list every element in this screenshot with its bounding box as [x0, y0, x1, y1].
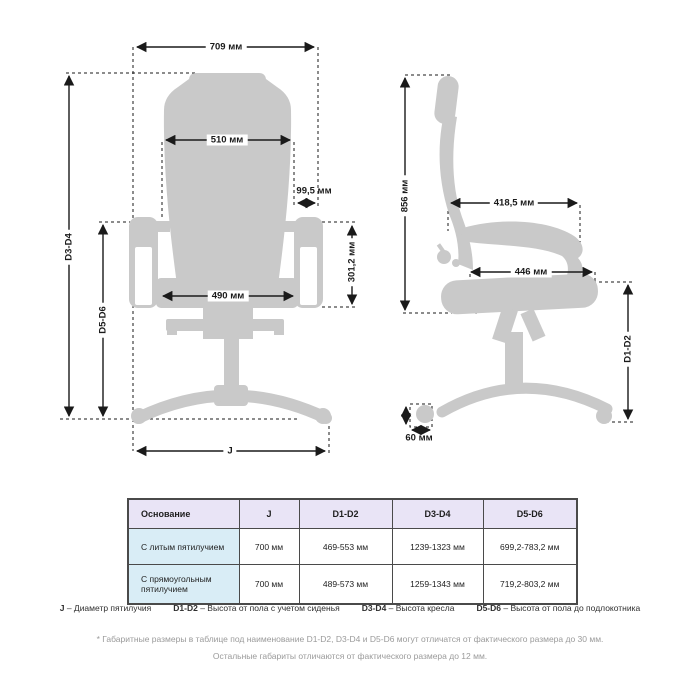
legend-item-j: J – Диаметр пятилучия	[59, 603, 152, 613]
legend-item-d1d2: D1-D2 – Высота от пола с учетом сиденья	[173, 603, 340, 613]
col-header-j: J	[239, 499, 299, 529]
col-header-d1d2: D1-D2	[299, 499, 392, 529]
front-base-arc	[138, 396, 326, 419]
side-wheel-left	[416, 405, 434, 423]
side-base-arc	[442, 388, 607, 412]
front-gas-lift	[224, 337, 239, 388]
front-armrest-right-tab	[282, 221, 298, 232]
dim-base-diameter-label: J	[223, 446, 236, 457]
footnote-line-1: * Габаритные размеры в таблице под наименование D1-D2, D3-D4 и D5-D6 могут отличатся от фактического размера до 30 мм.	[96, 634, 604, 644]
legend	[0, 603, 700, 613]
side-seat	[440, 273, 599, 315]
dimensions-table	[127, 498, 578, 605]
table-row	[128, 529, 577, 565]
cell-d1d2: 489-573 мм	[299, 565, 392, 605]
dim-armrest-offset-label: 99,5 мм	[296, 185, 332, 197]
col-header-base: Основание	[128, 499, 239, 529]
dim-wheel-diameter-label: 60 мм	[405, 432, 433, 444]
dim-backrest-width-label: 510 мм	[207, 135, 248, 146]
side-wheel-right	[596, 408, 612, 424]
col-header-d5d6: D5-D6	[483, 499, 577, 529]
col-header-d3d4: D3-D4	[392, 499, 483, 529]
front-backrest	[164, 73, 291, 292]
dim-width-top-label: 709 мм	[206, 42, 247, 53]
cell-d3d4: 1239-1323 мм	[392, 529, 483, 565]
cell-d3d4: 1259-1343 мм	[392, 565, 483, 605]
cell-j: 700 мм	[239, 565, 299, 605]
dim-seat-width-label: 490 мм	[208, 291, 249, 302]
dim-d5d6-label: D5-D6	[98, 302, 109, 337]
cell-j: 700 мм	[239, 529, 299, 565]
cell-d1d2: 469-553 мм	[299, 529, 392, 565]
front-armrest-left-tab	[154, 221, 170, 232]
table-row	[128, 565, 577, 605]
dim-armrest-height-label: 301,2 мм	[347, 238, 358, 286]
front-wheel-left	[131, 408, 147, 424]
side-gas-lift	[505, 332, 523, 387]
cell-d5d6: 719,2-803,2 мм	[483, 565, 577, 605]
front-wheel-right	[315, 408, 331, 424]
dim-d3d4-label: D3-D4	[64, 229, 75, 264]
legend-item-d5d6: D5-D6 – Высота от пола до подлокотника	[476, 603, 641, 613]
footnote	[0, 631, 700, 664]
cell-d5d6: 699,2-783,2 мм	[483, 529, 577, 565]
dim-d1d2-label: D1-D2	[623, 331, 634, 366]
footnote-line-2: Остальные габариты отличаются от фактического размера до 12 мм.	[212, 650, 488, 661]
front-mech-block	[203, 305, 253, 339]
row-label: С литым пятилучием	[128, 529, 239, 565]
dim-back-height-label: 856 мм	[400, 176, 411, 217]
legend-item-d3d4: D3-D4 – Высота кресла	[361, 603, 455, 613]
table-header-row	[128, 499, 577, 529]
dim-backrest-depth-label: 418,5 мм	[490, 198, 538, 209]
row-label: С прямоугольным пятилучием	[128, 565, 239, 605]
chair-side-silhouette	[416, 75, 612, 424]
dim-seat-depth-label: 446 мм	[511, 267, 552, 278]
side-backrest	[440, 114, 473, 270]
